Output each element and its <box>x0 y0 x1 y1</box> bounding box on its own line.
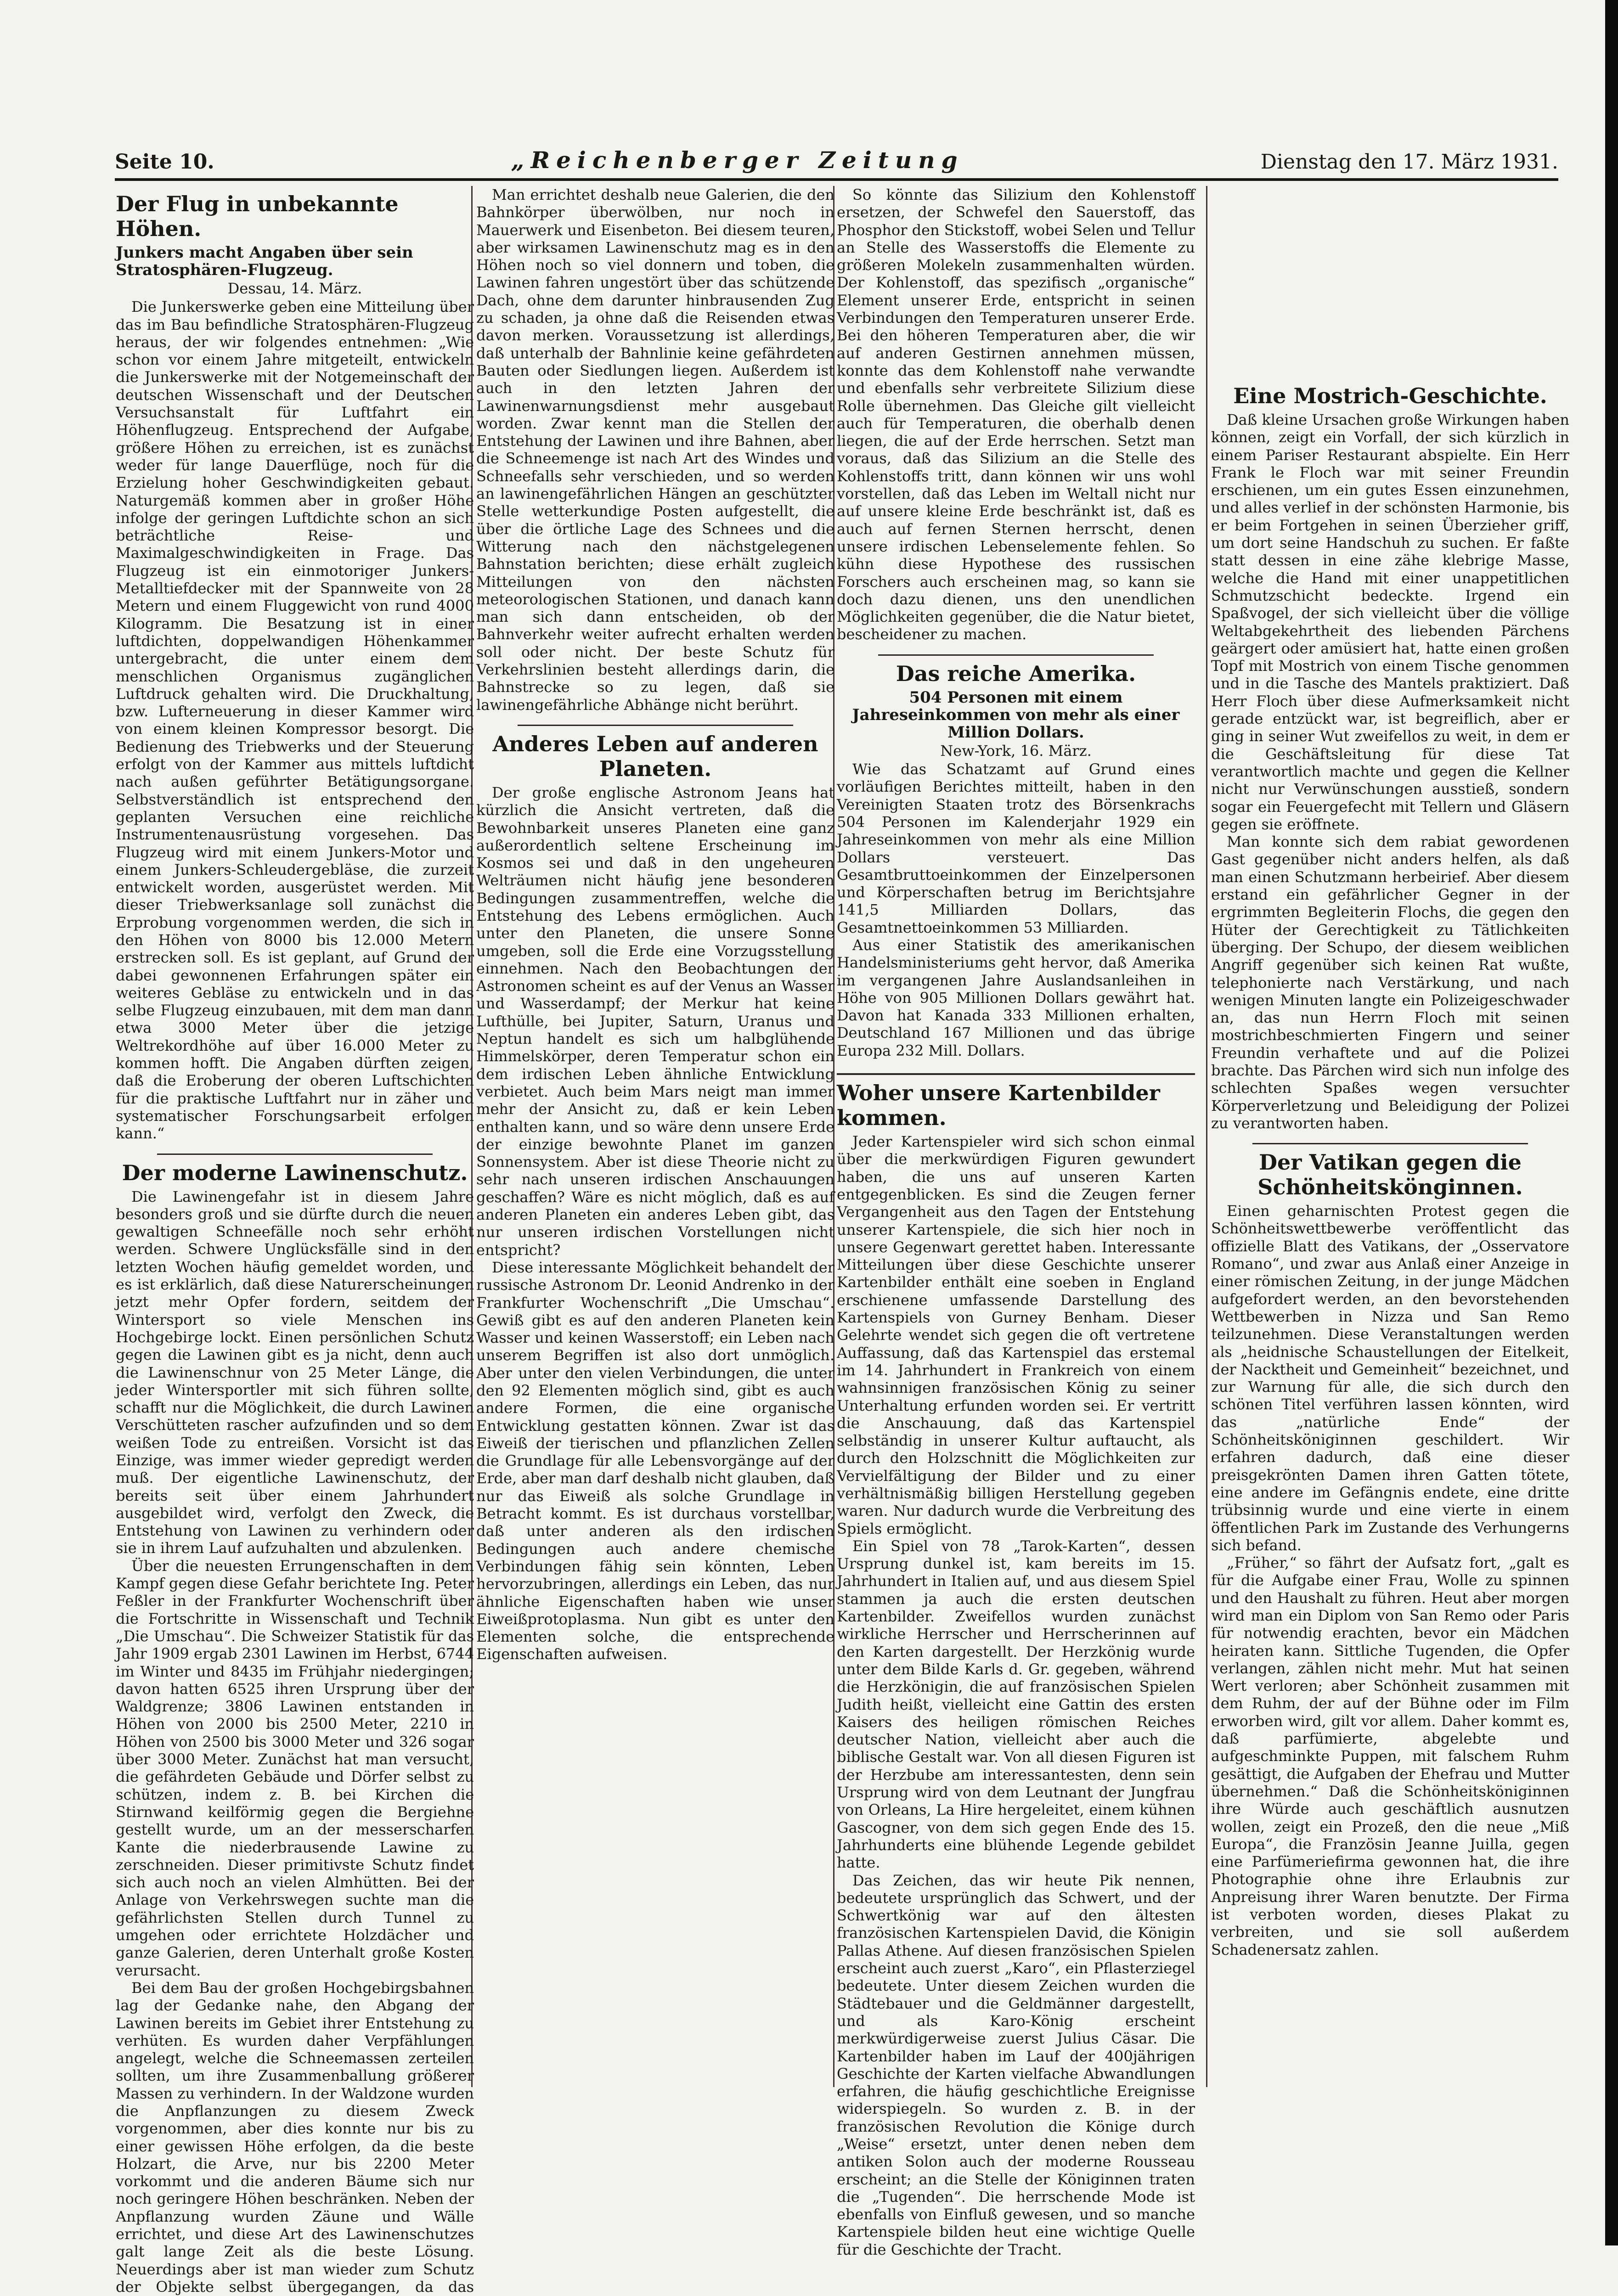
paragraph: Man errichtet deshalb neue Galerien, die den Bahnkörper überwölben, nur noch in Mauerwerk und Eisenbeton. Bei diesem teuren, aber wirksamen Lawinenschutz mag es in den Höhen noch so viel donnern und toben, die Lawinen fahren ungestört über das schützende Dach, ohne dem darunter hinbrausenden Zug zu schaden, ja ohne daß die Reisenden etwas davon merken. Voraussetzung ist allerdings, daß unterhalb der Bahnlinie keine gefährdeten Bauten oder Siedlungen liegen. Außerdem ist auch in den letzten Jahren der Lawinenwarnungsdienst mehr ausgebaut worden. Zwar kennt man die Stellen der Entstehung der Lawinen und ihre Bahnen, aber die Schneemenge ist nach Art des Windes und Schneefalls sehr verschieden, und so werden an lawinengefährlichen Hängen an geschützter Stelle wetterkundige Posten aufgestellt, die über die örtliche Lage des Schnees und die Witterung nach den nächstgelegenen Bahnstation berichten; diese erhält zugleich Mitteilungen von den nächsten meteorologischen Stationen, und danach kann man sich dann entscheiden, ob der Bahnverkehr weiter aufrecht erhalten werden soll oder nicht. Der beste Schutz für Verkehrslinien besteht allerdings darin, die Bahnstrecke so zu legen, daß sie lawinengefährliche Abhänge nicht berührt. <box>476 186 834 714</box>
paragraph: Einen geharnischten Protest gegen die Schönheitswettbewerbe veröffentlicht das offizielle Blatt des Vatikans, der „Osservatore Romano“, und zwar aus Anlaß einer Anzeige in einer römischen Zeitung, in der junge Mädchen aufgefordert werden, an den bevorstehenden Wettbewerben in Nizza und San Remo teilzunehmen. Diese Veranstaltungen werden als „heidnische Schaustellungen der Eitelkeit, der Nacktheit und Gemeinheit“ bezeichnet, und zur Warnung für alle, die sich durch den schönen Titel verführen lassen könnten, wird das „natürliche Ende“ der Schönheitsköniginnen geschildert. Wir erfahren dadurch, daß eine dieser preisgekrönten Damen ihren Gatten tötete, eine andere im Gefängnis endete, eine dritte trübsinnig wurde und eine vierte in einem öffentlichen Park im Zustande des Verhungerns sich befand. <box>1211 1202 1569 1554</box>
article-subtitle-amerika: 504 Personen mit einem Jahreseinkommen von mehr als einer Million Dollars. <box>852 688 1180 742</box>
paragraph: Die Lawinengefahr ist in diesem Jahre besonders groß und sie dürfte durch die neuen gewaltigen Schneefälle noch sehr erhöht werden. Schwere Unglücksfälle sind in den letzten Wochen häufig gemeldet worden, und es ist erklärlich, daß diese Naturerscheinungen jetzt mehr Opfer fordern, seitdem der Wintersport so viele Menschen ins Hochgebirge lockt. Einen persönlichen Schutz gegen die Lawinen gibt es ja nicht, denn auch die Lawinenschnur von 25 Meter Länge, die jeder Wintersportler mit sich führen sollte, schafft nur die Möglichkeit, die durch Lawinen Verschütteten rascher aufzufinden und so dem weißen Tode zu entreißen. Vorsicht ist das Einzige, was immer wieder gepredigt werden muß. Der eigentliche Lawinenschutz, der bereits seit über einem Jahrhundert ausgebildet wird, verfolgt den Zweck, die Entstehung von Lawinen zu verhindern oder sie in ihrem Lauf aufzuhalten und abzulenken. <box>116 1187 474 1557</box>
column-4 <box>1211 186 1569 2115</box>
paragraph: Diese interessante Möglichkeit behandelt der russische Astronom Dr. Leonid Andrenko in der Frankfurter Wochenschrift „Die Umschau“. Gewiß gibt es auf den anderen Planeten kein Wasser und keinen Wasserstoff; ein Leben nach unserem Begriffen ist also dort unmöglich. Aber unter den vielen Verbindungen, die unter den 92 Elementen möglich sind, gibt es auch andere Formen, die eine organische Entwicklung gestatten können. Zwar ist das Eiweiß der tierischen und pflanzlichen Zellen die Grundlage für alle Lebensvorgänge auf der Erde, aber man darf deshalb nicht glauben, daß nur das Eiweiß als solche Grundlage in Betracht kommt. Es ist durchaus vorstellbar, daß unter anderen als den irdischen Bedingungen auch andere chemische Verbindungen fähig sein könnten, Leben hervorzubringen, allerdings ein Leben, das nur ähnliche Eigenschaften haben wie unser Eiweißprotoplasma. Nun gibt es unter den Elementen solche, die entsprechende Eigenschaften aufweisen. <box>476 1258 835 1663</box>
paragraph: Ein Spiel von 78 „Tarok-Karten“, dessen Ursprung dunkel ist, kam bereits im 15. Jahrhundert in Italien auf, und aus diesem Spiel stammen ja auch die ersten deutschen Kartenbilder. Zweifellos wurden zunächst wirkliche Herrscher und Herrscherinnen auf den Karten dargestellt. Der Herzkönig wurde unter dem Bilde Karls d. Gr. gegeben, während die Herzkönigin, die auf französischen Spielen Judith heißt, vielleicht eine Gattin des ersten Kaisers des heiligen römischen Reiches deutscher Nation, vielleicht aber auch die biblische Gestalt war. Von all diesen Figuren ist der Herzbube am interessantesten, denn sein Ursprung wird von dem Leutnant der Jungfrau von Orleans, La Hire hergeleitet, einem kühnen Gascogner, von dem sich gegen Ende des 15. Jahrhunderts eine blühende Legende gebildet hatte. <box>837 1537 1195 1872</box>
article-title-planeten: Anderes Leben auf anderen Planeten. <box>492 731 818 781</box>
article-separator <box>1252 1143 1528 1144</box>
article-separator <box>157 1154 433 1155</box>
article-title-mostrich: Eine Mostrich-Geschichte. <box>1233 383 1547 408</box>
article-subtitle-flug: Junkers macht Angaben über sein Stratosphären-Flugzeug. <box>116 243 413 279</box>
paragraph: Wie das Schatzamt auf Grund eines vorläufigen Berichtes mitteilt, haben in den Vereinigten Staaten trotz des Börsenkrachs 504 Personen im Kalenderjahr 1929 ein Jahreseinkommen von mehr als eine Million Dollars versteuert. Das Gesamtbruttoeinkommen der Einzelpersonen und Körperschaften betrug im Berichtsjahre 141,5 Milliarden Dollars, das Gesamtnettoeinkommen 53 Milliarden. <box>837 760 1195 936</box>
paragraph: Über die neuesten Errungenschaften in dem Kampf gegen diese Gefahr berichtete Ing. Peter Feßler in der Frankfurter Wochenschrift über die Fortschritte in Wissenschaft und Technik „Die Umschau“. Die Schweizer Statistik für das Jahr 1909 ergab 2301 Lawinen im Herbst, 6744 im Winter und 8435 im Frühjahr niedergingen; davon hatten 6525 ihren Ursprung über der Waldgrenze; 3806 Lawinen entstanden in Höhen von 2000 bis 2500 Meter, 2210 in Höhen von 2500 bis 3000 Meter und 326 sogar über 3000 Meter. Zunächst hat man versucht, die gefährdeten Gebäude und Dörfer selbst zu schützen, indem z. B. bei Kirchen die Stirnwand keilförmig gegen die Bergiehne gestellt wurde, um an der messerscharfen Kante die niederbrausende Lawine zu zerschneiden. Dieser primitivste Schutz findet sich auch noch an vielen Almhütten. Bei der Anlage von Verkehrswegen suchte man die gefährlichsten Stellen durch Tunnel zu umgehen oder errichtete Holzdächer und ganze Galerien, deren Unterhalt große Kosten verursacht. <box>116 1557 474 1979</box>
issue-date: Dienstag den 17. März 1931. <box>1260 150 1558 174</box>
paragraph: Die Junkerswerke geben eine Mitteilung über das im Bau befindliche Stratosphären-Flugzeug heraus, der wir folgendes entnehmen: „Wie schon vor einem Jahre mitgeteilt, entwickeln die Junkerswerke mit der Notgemeinschaft der deutschen Wissenschaft und der Deutschen Versuchsanstalt für Luftfahrt ein Höhenflugzeug. Entsprechend der Aufgabe, größere Höhen zu erreichen, ist es zunächst weder für lange Dauerflüge, noch für die Erzielung hoher Geschwindigkeiten gebaut. Naturgemäß kommen aber in großer Höhe infolge der geringen Luftdichte schon an sich beträchtliche Reise- und Maximalgeschwindigkeiten in Frage. Das Flugzeug ist ein einmotoriger Junkers-Metalltiefdecker mit der Spannweite von 28 Metern und einem Fluggewicht von rund 4000 Kilogramm. Die Besatzung ist in einer luftdichten, doppelwandigen Höhenkammer untergebracht, die unter einem dem menschlichen Organismus zugänglichen Luftdruck gehalten wird. Die Druckhaltung, bzw. Lufterneuerung in dieser Kammer wird von einem kleinen Kompressor besorgt. Die Bedienung des Triebwerks und der Steuerung erfolgt von der Kammer aus mittels luftdicht nach außen geführter Betätigungsorgane. Selbstverständlich ist entsprechend den geplanten Versuchen eine reichliche Instrumentenausrüstung vorgesehen. Das Flugzeug wird mit einem Junkers-Motor und einem Junkers-Schleudergebläse, die zurzeit entwickelt worden, ausgerüstet werden. Mit dieser Triebwerksanlage soll zunächst die Erprobung vorgenommen werden, die sich in den Höhen von 8000 bis 12.000 Metern erstrecken soll. Es ist geplant, auf Grund der dabei gewonnenen Erfahrungen später ein weiteres Gebläse zu entwickeln und in das selbe Flugzeug einzubauen, mit dem man dann etwa 3000 Meter über die jetzige Weltrekordhöhe auf über 16.000 Meter zu kommen hofft. Die Angaben dürften zeigen, daß die Eroberung der oberen Luftschichten für die praktische Luftfahrt nur in zäher und systematischer Forschungsarbeit erfolgen kann.“ <box>116 298 474 1142</box>
column-rule <box>1206 186 1207 2087</box>
paragraph: „Früher,“ so fährt der Aufsatz fort, „galt es für die Aufgabe einer Frau, Wolle zu spinnen und den Haushalt zu führen. Heut aber morgen wird man ein Diplom von San Remo oder Paris für notwendig erachten, bevor ein Mädchen heiraten kann. Sittliche Tugenden, die Opfer verlangen, zählen nicht mehr. Mut hat seinen Wert verloren; aber Schönheit zusammen mit dem Ruhm, der auf der Bühne oder im Film erworben wird, gilt vor allem. Daher kommt es, daß parfümierte, abgelebte und aufgeschminkte Puppen, mit falschem Ruhm gesättigt, die Aufgaben der Ehefrau und Mutter übernehmen.“ Daß die Schönheitsköniginnen ihre Würde auch geschäftlich ausnutzen wollen, zeigt ein Prozeß, den die neue „Miß Europa“, die Französin Jeanne Juilla, gegen eine Parfümeriefirma gewonnen hat, die ihre Photographie ohne ihre Erlaubnis zur Anpreisung ihrer Waren benutzte. Der Firma ist verboten worden, dieses Plakat zu verbreiten, und sie soll außerdem Schadenersatz zahlen. <box>1211 1554 1569 1958</box>
masthead: „Reichenberger Zeitung <box>511 146 964 174</box>
article-separator <box>837 1073 1195 1075</box>
article-separator <box>878 654 1154 656</box>
page-number: Seite 10. <box>115 150 214 174</box>
article-title-amerika: Das reiche Amerika. <box>896 661 1136 686</box>
paragraph: Aus einer Statistik des amerikanischen Handelsministeriums geht hervor, daß Amerika im vergangenen Jahre Auslandsanleihen in Höhe von 905 Millionen Dollars gewährt hat. Davon hat Kanada 333 Millionen erhalten, Deutschland 167 Millionen und das übrige Europa 232 Mill. Dollars. <box>837 936 1195 1059</box>
paragraph: Daß kleine Ursachen große Wirkungen haben können, zeigt ein Vorfall, der sich kürzlich in einem Pariser Restaurant abspielte. Ein Herr Frank le Floch war mit seiner Freundin erschienen, um ein gutes Essen einzunehmen, und alles verlief in der schönsten Harmonie, bis er beim Fortgehen in seinen Überzieher griff, um dort seine Handschuh zu suchen. Er faßte statt dessen in eine zähe klebrige Masse, welche die Hand mit einer unappetitlichen Schmutzschicht bedeckte. Irgend ein Spaßvogel, der sich vielleicht über die völlige Weltabgekehrtheit des liebenden Pärchens geärgert oder amüsiert hat, hatte einen großen Topf mit Mostrich von einem Tische genommen und in die Tasche des Mantels praktiziert. Daß Herr Floch über diese Aufmerksamkeit nicht gerade entzückt war, ist begreiflich, aber er ging in seiner Wut zweifellos zu weit, in dem er die Geschäftsleitung für diese Tat verantwortlich machte und gegen die Kellner nicht nur Verwünschungen ausstieß, sondern sogar ein Feuergefecht mit Tellern und Gläsern gegen sie eröffnete. <box>1211 411 1569 833</box>
column-1 <box>116 186 474 2296</box>
page-header <box>115 146 1558 174</box>
paragraph: Man konnte sich dem rabiat gewordenen Gast gegenüber nicht anders helfen, als daß man einen Schutzmann herbeirief. Aber diesem erstand ein gefährlicher Gegner in der ergrimmten Begleiterin Flochs, die gegen den Hüter der Gerechtigkeit zu Tätlichkeiten überging. Der Schupo, der diesem weiblichen Angriff gegenüber sich keinen Rat wußte, telephonierte nach Verstärkung, und nach wenigen Minuten langte ein Polizeigeschwader an, das nun Herrn Floch mit seinen mostrichbeschmierten Fingern und seiner Freundin verhaftete und auf die Polizei brachte. Das Pärchen wird sich nun infolge des schlechten Spaßes wegen versuchter Körperverletzung und Beleidigung der Polizei zu verantworten haben. <box>1211 833 1569 1132</box>
article-title-lawine: Der moderne Lawinenschutz. <box>122 1160 468 1185</box>
paragraph: Das Zeichen, das wir heute Pik nennen, bedeutete ursprünglich das Schwert, und der Schwertkönig war auf den ältesten französischen Kartenspielen David, die Königin Pallas Athene. Auf diesen französischen Spielen erscheint auch zuerst „Karo“, ein Pflasterziegel bedeutete. Unter diesem Zeichen wurden die Städtebauer und die Geldmänner dargestellt, und als Karo-König erscheint merkwürdigerweise zuerst Julius Cäsar. Die Kartenbilder haben im Lauf der 400jährigen Geschichte der Karten vielfache Abwandlungen erfahren, die häufig geschichtliche Ereignisse widerspiegeln. So wurden z. B. in der französischen Revolution die Könige durch „Weise“ ersetzt, unter denen neben dem antiken Solon auch der moderne Rousseau erscheint; an die Stelle der Königinnen traten die „Tugenden“. Die herrschende Mode ist ebenfalls von Einfluß gewesen, und so manche Kartenspiele bilden heut eine wichtige Quelle für die Geschichte der Tracht. <box>837 1871 1195 2258</box>
article-title-karten: Woher unsere Kartenbilder kommen. <box>837 1080 1160 1131</box>
scan-edge <box>1605 0 1618 2245</box>
article-title-flug: Der Flug in unbekannte Höhen. <box>116 191 399 241</box>
column-3 <box>837 186 1195 2258</box>
article-title-vatikan: Der Vatikan gegen die Schönheitskönginnen. <box>1257 1150 1523 1200</box>
dateline-amerika: New-York, 16. März. <box>940 742 1092 760</box>
dateline-flug: Dessau, 14. März. <box>227 280 362 297</box>
paragraph: Bei dem Bau der großen Hochgebirgsbahnen lag der Gedanke nahe, den Abgang der Lawinen bereits im Gebiet ihrer Entstehung zu verhüten. Es wurden daher Verpfählungen angelegt, welche die Schneemassen zerteilen sollten, um ihre Zusammenballung größerer Massen zu verhindern. In der Waldzone wurden die Anpflanzungen zu diesem Zweck vorgenommen, aber dies konnte nur bis zu einer gewissen Höhe erfolgen, da die beste Holzart, die Arve, nur bis 2200 Meter vorkommt und die anderen Bäume sich nur noch geringere Höhen beschränken. Neben der Anpflanzung wurden Zäune und Wälle errichtet, und diese Art des Lawinenschutzes galt lange Zeit als die beste Lösung. Neuerdings aber ist man wieder zum Schutz der Objekte selbst übergegangen, da das <box>116 1979 474 2296</box>
column-2 <box>476 186 834 2115</box>
header-rule <box>115 178 1558 181</box>
paragraph: Jeder Kartenspieler wird sich schon einmal über die merkwürdigen Figuren gewundert haben, die uns auf unseren Karten entgegenblicken. Es sind die Zeugen ferner Vergangenheit aus den Tagen der Entstehung unserer Kartenspiele, die sich hier noch in unsere Gegenwart gerettet haben. Interessante Mitteilungen über diese Geschichte unserer Kartenbilder enthält eine soeben in England erschienene umfassende Darstellung des Kartenspiels von Gurney Benham. Dieser Gelehrte wendet sich gegen die oft vertretene Auffassung, daß das Kartenspiel das erstemal im 14. Jahrhundert in Frankreich von einem wahnsinnigen französischen König zu seiner Unterhaltung erfunden worden sei. Er vertritt die Anschauung, daß das Kartenspiel selbständig in unserer Kultur auftaucht, als durch den Holzschnitt die Möglichkeiten zur Vervielfältigung der Bilder und zu einer verhältnismäßig billigen Herstellung gegeben waren. Nur dadurch wurde die Verbreitung des Spiels ermöglicht. <box>837 1133 1195 1537</box>
article-separator <box>518 725 793 726</box>
paragraph: So könnte das Silizium den Kohlenstoff ersetzen, der Schwefel den Sauerstoff, das Phosphor den Stickstoff, wobei Selen und Tellur an Stelle des Wasserstoffs die Elemente zu größeren Molekeln zusammenhalten würden. Der Kohlenstoff, das spezifisch „organische“ Element unserer Erde, entspricht in seinen Verbindungen den Temperaturen unserer Erde. Bei den höheren Temperaturen aber, die wir auf anderen Gestirnen annehmen müssen, konnte das dem Kohlenstoff nahe verwandte und ebenfalls sehr verbreitete Silizium diese Rolle übernehmen. Das Gleiche gilt vielleicht auch für Temperaturen, die oberhalb denen liegen, die auf der Erde herrschen. Setzt man voraus, daß das Silizium an die Stelle des Kohlenstoffs tritt, dann können wir uns wohl vorstellen, daß das Leben im Weltall nicht nur auf unsere kleine Erde beschränkt ist, daß es auch auf fernen Sternen herrscht, denen unsere irdischen Lebenselemente fehlen. So kühn diese Hypothese des russischen Forschers auch erscheinen mag, so kann sie doch dazu dienen, uns den unendlichen Möglichkeiten gegenüber, die die Natur bietet, bescheidener zu machen. <box>837 186 1195 643</box>
paragraph: Der große englische Astronom Jeans hat kürzlich die Ansicht vertreten, daß die Bewohnbarkeit unseres Planeten eine ganz außerordentlich seltene Erscheinung im Kosmos sei und daß in den ungeheuren Welträumen nicht häufig jene besonderen Bedingungen zusammentreffen, welche die Entstehung des Lebens ermöglichen. Auch unter den Planeten, die unsere Sonne umgeben, soll die Erde eine Vorzugsstellung einnehmen. Nach den Beobachtungen der Astronomen scheint es auf der Venus an Wasser und Wasserdampf; der Merkur hat keine Lufthülle, bei Jupiter, Saturn, Uranus und Neptun handelt es sich um halbglühende Himmelskörper, deren Temperatur schon ein dem irdischen Leben ähnliche Entwicklung verbietet. Auch beim Mars neigt man immer mehr der Ansicht zu, daß er kein Leben enthalten kann, und so wäre denn unsere Erde der einzige bewohnte Planet im ganzen Sonnensystem. Aber ist diese Theorie nicht zu sehr nach unseren irdischen Anschauungen geschaffen? Wäre es nicht möglich, daß es auf anderen Planeten ein anderes Leben gibt, das nur unseren irdischen Vorstellungen nicht entspricht? <box>476 783 834 1259</box>
